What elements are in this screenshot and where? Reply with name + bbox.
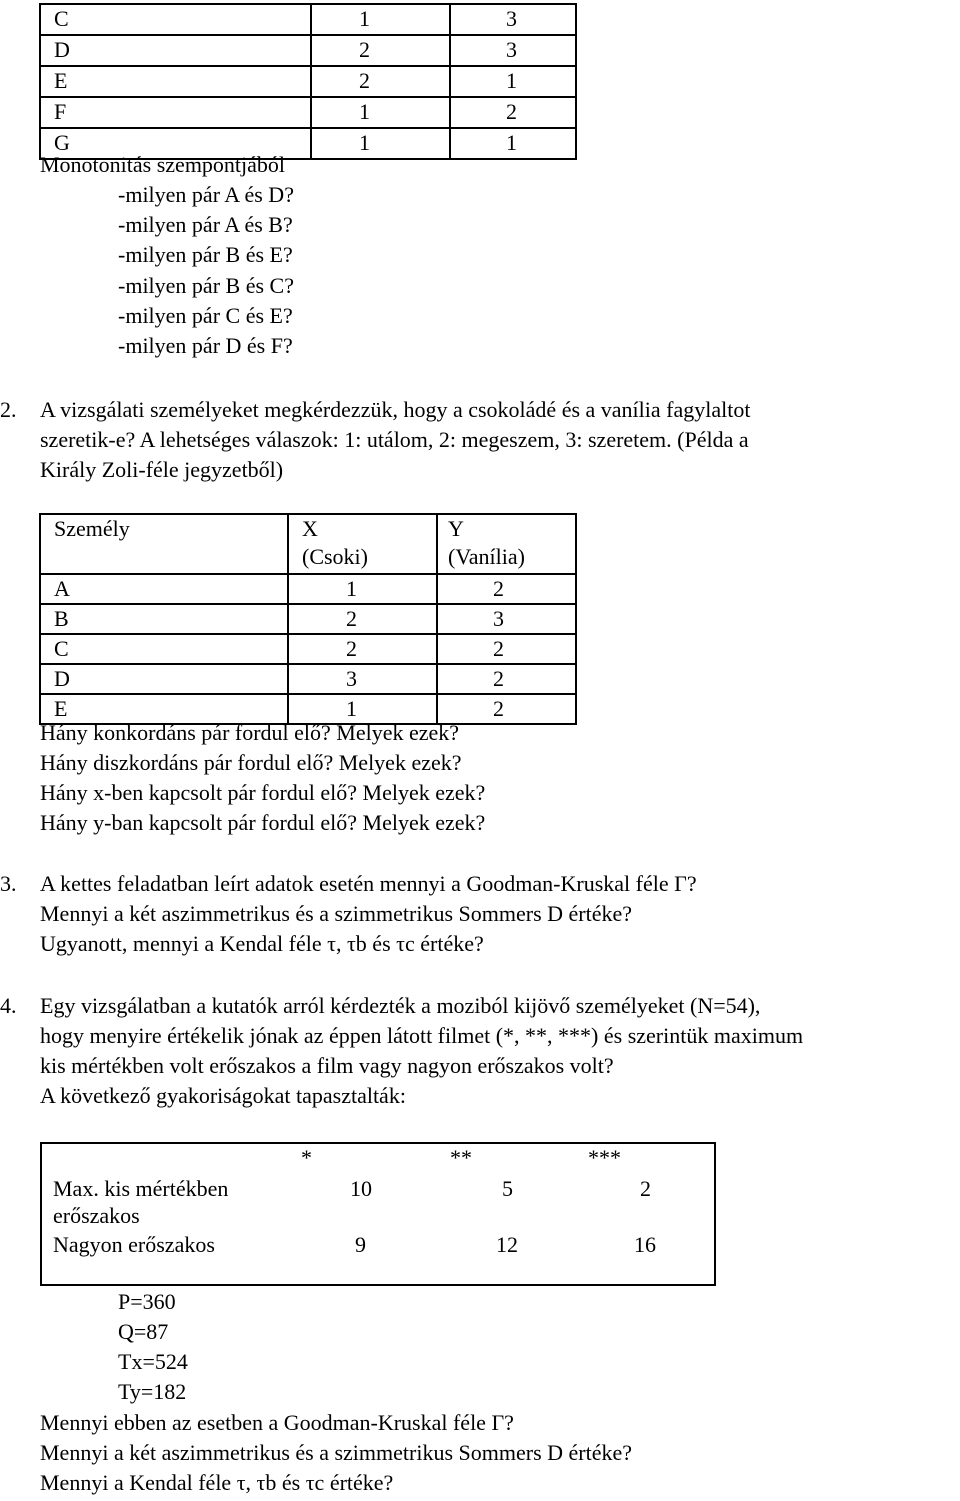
column-subheader: (Vanília) bbox=[448, 544, 525, 569]
question-line: -milyen pár C és E? bbox=[118, 303, 293, 328]
column-header: *** bbox=[588, 1145, 621, 1170]
table-cell: 3 bbox=[506, 6, 517, 31]
paragraph-line: A következő gyakoriságokat tapasztalták: bbox=[40, 1083, 406, 1108]
question-line: Mennyi a Kendal féle τ, τb és τc értéke? bbox=[40, 1470, 394, 1495]
table-cell: 2 bbox=[506, 99, 517, 124]
table-cell: 2 bbox=[640, 1176, 651, 1201]
paragraph-line: Ugyanott, mennyi a Kendal féle τ, τb és τc értéke? bbox=[40, 931, 484, 956]
monotonicity-table bbox=[39, 3, 577, 160]
question-line: Mennyi a két aszimmetrikus és a szimmetrikus Sommers D értéke? bbox=[40, 1440, 633, 1465]
table-row bbox=[40, 634, 576, 664]
table-cell: 2 bbox=[493, 576, 504, 601]
stat-value: Ty=182 bbox=[118, 1379, 187, 1404]
table-cell: 3 bbox=[346, 666, 357, 691]
table-cell: 12 bbox=[496, 1232, 518, 1257]
table-row bbox=[40, 664, 576, 694]
column-header: * bbox=[301, 1145, 312, 1170]
question-line: -milyen pár A és D? bbox=[118, 182, 294, 207]
paragraph-line: Mennyi a két aszimmetrikus és a szimmetrikus Sommers D értéke? bbox=[40, 901, 633, 926]
table-header-row bbox=[40, 514, 576, 574]
table-cell: 2 bbox=[359, 68, 370, 93]
question-line: Hány y-ban kapcsolt pár fordul elő? Melyek ezek? bbox=[40, 810, 486, 835]
table-cell: B bbox=[54, 606, 69, 631]
table-row bbox=[40, 4, 576, 35]
section-number: 3. bbox=[0, 871, 17, 896]
table-cell: 9 bbox=[355, 1232, 366, 1257]
frequency-table bbox=[40, 1142, 716, 1286]
question-line: Mennyi ebben az esetben a Goodman-Kruskal féle Γ? bbox=[40, 1410, 514, 1435]
section-number: 2. bbox=[0, 397, 17, 422]
row-label: erőszakos bbox=[53, 1203, 140, 1228]
paragraph-line: kis mértékben volt erőszakos a film vagy nagyon erőszakos volt? bbox=[40, 1053, 614, 1078]
table-row bbox=[40, 35, 576, 66]
table-cell: 10 bbox=[350, 1176, 372, 1201]
stat-value: Tx=524 bbox=[118, 1349, 188, 1374]
column-header: X bbox=[302, 516, 318, 541]
column-header: Személy bbox=[54, 516, 130, 541]
paragraph-line: Király Zoli-féle jegyzetből) bbox=[40, 457, 284, 482]
question-line: -milyen pár B és E? bbox=[118, 242, 293, 267]
row-label: Nagyon erőszakos bbox=[53, 1232, 215, 1257]
table-cell: 1 bbox=[359, 130, 370, 155]
table-cell: 1 bbox=[506, 68, 517, 93]
table-cell: 1 bbox=[346, 576, 357, 601]
question-line: Hány konkordáns pár fordul elő? Melyek ezek? bbox=[40, 720, 460, 745]
stat-value: Q=87 bbox=[118, 1319, 169, 1344]
question-line: -milyen pár A és B? bbox=[118, 212, 293, 237]
table-cell: 1 bbox=[346, 696, 357, 721]
stat-value: P=360 bbox=[118, 1289, 176, 1314]
section-number: 4. bbox=[0, 993, 17, 1018]
table-cell: 2 bbox=[346, 636, 357, 661]
table-cell: D bbox=[54, 666, 70, 691]
column-subheader: (Csoki) bbox=[302, 544, 368, 569]
preference-table bbox=[39, 513, 577, 725]
table-cell: F bbox=[54, 99, 67, 124]
table-cell: 2 bbox=[493, 696, 504, 721]
question-line: Hány diszkordáns pár fordul elő? Melyek ezek? bbox=[40, 750, 462, 775]
paragraph-line: hogy menyire értékelik jónak az éppen látott filmet (*, **, ***) és szerintük maximum bbox=[40, 1023, 804, 1048]
table-cell: C bbox=[54, 636, 69, 661]
table-cell: 2 bbox=[493, 636, 504, 661]
table-cell: 16 bbox=[634, 1232, 656, 1257]
table-cell: 1 bbox=[359, 6, 370, 31]
question-line: -milyen pár B és C? bbox=[118, 273, 294, 298]
question-line: -milyen pár D és F? bbox=[118, 333, 293, 358]
table-cell: G bbox=[54, 130, 70, 155]
table-cell: 2 bbox=[346, 606, 357, 631]
table-row bbox=[40, 66, 576, 97]
paragraph-line: A vizsgálati személyeket megkérdezzük, hogy a csokoládé és a vanília fagylaltot bbox=[40, 397, 751, 422]
table-cell: A bbox=[54, 576, 70, 601]
question-line: Hány x-ben kapcsolt pár fordul elő? Melyek ezek? bbox=[40, 780, 486, 805]
table-cell: E bbox=[54, 68, 68, 93]
table-cell: D bbox=[54, 37, 70, 62]
table-cell: 2 bbox=[359, 37, 370, 62]
monotonicity-heading: Monotonitás szempontjából bbox=[40, 152, 286, 177]
paragraph-line: Egy vizsgálatban a kutatók arról kérdezték a moziból kijövő személyeket (N=54), bbox=[40, 993, 761, 1018]
table-row bbox=[40, 604, 576, 634]
table-cell: 5 bbox=[502, 1176, 513, 1201]
paragraph-line: A kettes feladatban leírt adatok esetén mennyi a Goodman-Kruskal féle Γ? bbox=[40, 871, 697, 896]
table-cell: 2 bbox=[493, 666, 504, 691]
table-row bbox=[40, 574, 576, 604]
table-row bbox=[40, 97, 576, 128]
column-header: Y bbox=[448, 516, 464, 541]
table-cell: C bbox=[54, 6, 69, 31]
table-cell: 3 bbox=[493, 606, 504, 631]
table-cell: E bbox=[54, 696, 68, 721]
table-cell: 1 bbox=[506, 130, 517, 155]
paragraph-line: szeretik-e? A lehetséges válaszok: 1: utálom, 2: megeszem, 3: szeretem. (Példa a bbox=[40, 427, 749, 452]
column-header: ** bbox=[450, 1145, 472, 1170]
row-label: Max. kis mértékben bbox=[53, 1176, 229, 1201]
table-cell: 3 bbox=[506, 37, 517, 62]
table-cell: 1 bbox=[359, 99, 370, 124]
